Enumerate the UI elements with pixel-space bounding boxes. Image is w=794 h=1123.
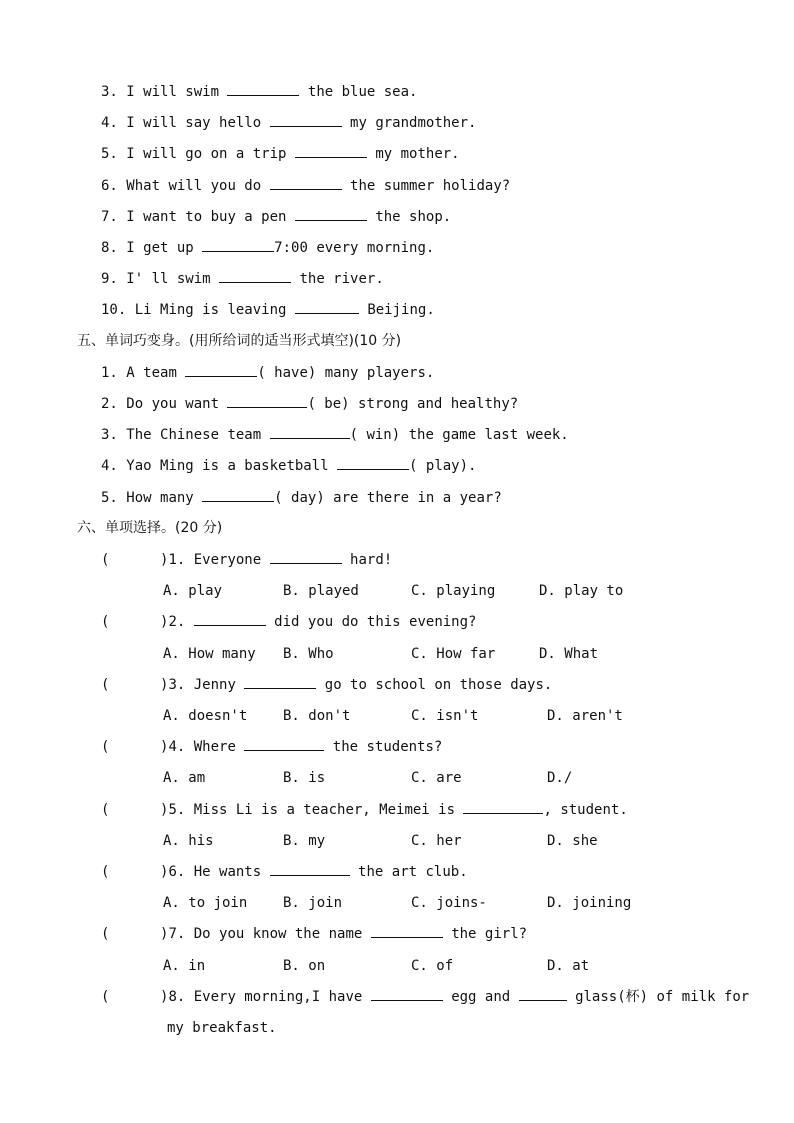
fill-item: 5. How many ( day) are there in a year? <box>101 490 502 506</box>
fill-item: 10. Li Ming is leaving Beijing. <box>101 302 435 318</box>
answer-blank[interactable] <box>185 364 257 377</box>
option-a[interactable]: A. his <box>163 833 214 849</box>
answer-blank[interactable] <box>202 489 274 502</box>
answer-blank <box>519 988 567 1001</box>
fill-item: 1. A team ( have) many players. <box>101 365 435 381</box>
answer-paren[interactable]: ( ) <box>101 677 169 693</box>
option-b[interactable]: B. my <box>283 833 326 849</box>
question-item: ( )5. Miss Li is a teacher, Meimei is , student. <box>101 802 628 818</box>
answer-blank <box>270 551 342 564</box>
question-item: ( )1. Everyone hard! <box>101 552 393 568</box>
answer-blank[interactable] <box>270 114 342 127</box>
answer-blank[interactable] <box>227 395 307 408</box>
answer-paren[interactable]: ( ) <box>101 864 169 880</box>
answer-paren[interactable]: ( ) <box>101 802 169 818</box>
option-c[interactable]: C. are <box>411 770 462 786</box>
question-continuation: my breakfast. <box>167 1020 277 1036</box>
answer-blank[interactable] <box>270 426 350 439</box>
question-item: ( )2. did you do this evening? <box>101 614 477 630</box>
question-item: ( )4. Where the students? <box>101 739 443 755</box>
option-b[interactable]: B. join <box>283 895 343 911</box>
option-c[interactable]: C. playing <box>411 583 496 599</box>
option-c[interactable]: C. of <box>411 958 454 974</box>
answer-blank <box>244 676 316 689</box>
answer-blank[interactable] <box>219 270 291 283</box>
option-c[interactable]: C. isn't <box>411 708 479 724</box>
answer-blank <box>270 863 350 876</box>
fill-item: 4. I will say hello my grandmother. <box>101 115 477 131</box>
option-a[interactable]: A. doesn't <box>163 708 248 724</box>
option-c[interactable]: C. joins- <box>411 895 487 911</box>
fill-item: 5. I will go on a trip my mother. <box>101 146 460 162</box>
section5-heading: 五、单词巧变身。(用所给词的适当形式填空)(10 分) <box>77 333 402 349</box>
answer-blank[interactable] <box>202 239 274 252</box>
question-item: ( )6. He wants the art club. <box>101 864 468 880</box>
option-b[interactable]: B. on <box>283 958 326 974</box>
option-a[interactable]: A. How many <box>163 646 256 662</box>
option-d[interactable]: D. play to <box>539 583 624 599</box>
answer-paren[interactable]: ( ) <box>101 989 169 1005</box>
option-b[interactable]: B. is <box>283 770 326 786</box>
option-a[interactable]: A. in <box>163 958 206 974</box>
answer-blank[interactable] <box>295 208 367 221</box>
section6-heading: 六、单项选择。(20 分) <box>77 520 223 536</box>
question-item: ( )3. Jenny go to school on those days. <box>101 677 553 693</box>
fill-item: 7. I want to buy a pen the shop. <box>101 209 452 225</box>
fill-item: 4. Yao Ming is a basketball ( play). <box>101 458 477 474</box>
option-b[interactable]: B. Who <box>283 646 334 662</box>
fill-item: 9. I' ll swim the river. <box>101 271 384 287</box>
answer-blank[interactable] <box>295 301 359 314</box>
question-item: ( )8. Every morning,I have egg and glass(杯) of milk for <box>101 989 750 1005</box>
answer-blank <box>194 613 266 626</box>
option-a[interactable]: A. to join <box>163 895 248 911</box>
option-d[interactable]: D. at <box>547 958 590 974</box>
answer-blank <box>371 925 443 938</box>
answer-blank <box>463 801 543 814</box>
option-d[interactable]: D. aren't <box>547 708 623 724</box>
fill-item: 3. The Chinese team ( win) the game last week. <box>101 427 569 443</box>
fill-item: 3. I will swim the blue sea. <box>101 84 418 100</box>
answer-blank[interactable] <box>270 177 342 190</box>
option-c[interactable]: C. her <box>411 833 462 849</box>
question-item: ( )7. Do you know the name the girl? <box>101 926 528 942</box>
option-d[interactable]: D. joining <box>547 895 632 911</box>
option-a[interactable]: A. play <box>163 583 223 599</box>
answer-paren[interactable]: ( ) <box>101 739 169 755</box>
option-c[interactable]: C. How far <box>411 646 496 662</box>
option-b[interactable]: B. don't <box>283 708 351 724</box>
answer-paren[interactable]: ( ) <box>101 926 169 942</box>
fill-item: 8. I get up 7:00 every morning. <box>101 240 435 256</box>
answer-blank <box>244 738 324 751</box>
option-d[interactable]: D. What <box>539 646 599 662</box>
answer-blank[interactable] <box>295 145 367 158</box>
answer-paren[interactable]: ( ) <box>101 614 169 630</box>
option-b[interactable]: B. played <box>283 583 359 599</box>
answer-paren[interactable]: ( ) <box>101 552 169 568</box>
option-d[interactable]: D./ <box>547 770 573 786</box>
answer-blank[interactable] <box>337 457 409 470</box>
fill-item: 2. Do you want ( be) strong and healthy? <box>101 396 519 412</box>
option-a[interactable]: A. am <box>163 770 206 786</box>
option-d[interactable]: D. she <box>547 833 598 849</box>
fill-item: 6. What will you do the summer holiday? <box>101 178 511 194</box>
answer-blank[interactable] <box>227 83 299 96</box>
answer-blank <box>371 988 443 1001</box>
